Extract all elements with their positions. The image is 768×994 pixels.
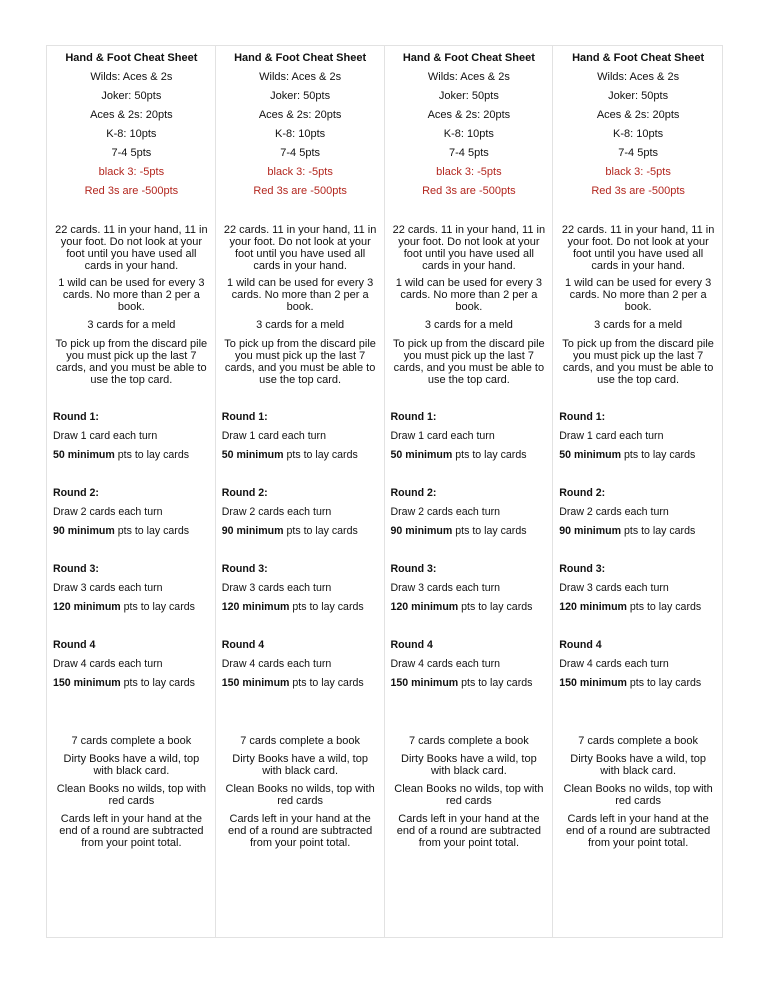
round-minimum-suffix: pts to lay cards bbox=[452, 449, 527, 461]
round-minimum-points: 90 minimum bbox=[53, 525, 115, 537]
round-draw-rule: Draw 3 cards each turn bbox=[53, 582, 163, 594]
scoring-line: 7-4 5pts bbox=[111, 147, 152, 159]
round-minimum-suffix: pts to lay cards bbox=[626, 601, 702, 613]
round-minimum-points: 90 minimum bbox=[559, 525, 622, 537]
round-minimum bbox=[391, 674, 548, 693]
rule-paragraph: 22 cards. 11 in your hand, 11 in your foot. Do not look at your foot until you have used all cards in your hand. bbox=[561, 224, 715, 272]
round-minimum bbox=[222, 522, 379, 541]
round-label bbox=[222, 636, 379, 655]
round-section bbox=[391, 484, 548, 541]
round-minimum bbox=[53, 598, 210, 617]
round-minimum bbox=[53, 674, 210, 693]
rule-paragraph: 3 cards for a meld bbox=[424, 319, 513, 331]
round-draw-rule: Draw 1 card each turn bbox=[221, 430, 326, 442]
round-minimum bbox=[559, 598, 717, 617]
round-minimum-points: 150 minimum bbox=[559, 677, 627, 689]
book-rule: Dirty Books have a wild, top with black card. bbox=[570, 753, 706, 777]
round-minimum-suffix: pts to lay cards bbox=[114, 525, 190, 537]
rule-paragraph: 1 wild can be used for every 3 cards. No more than 2 per a book. bbox=[565, 277, 712, 313]
round-label-text: Round 3: bbox=[53, 563, 99, 575]
round-minimum bbox=[559, 522, 717, 541]
round-label bbox=[53, 636, 210, 655]
round-minimum bbox=[53, 522, 210, 541]
cheat-sheet-card bbox=[553, 46, 722, 937]
round-minimum-suffix: pts to lay cards bbox=[289, 601, 364, 613]
book-rule: Dirty Books have a wild, top with black card. bbox=[232, 753, 368, 777]
round-label-text: Round 3: bbox=[390, 563, 437, 575]
round-minimum bbox=[222, 446, 379, 465]
scoring-line: Joker: 50pts bbox=[270, 90, 331, 102]
scoring-line: Red 3s are -500pts bbox=[253, 185, 347, 197]
round-draw-rule: Draw 4 cards each turn bbox=[221, 658, 332, 670]
scoring-line: Wilds: Aces & 2s bbox=[259, 71, 342, 83]
round-draw-rule: Draw 2 cards each turn bbox=[390, 506, 501, 518]
round-label-text: Round 2: bbox=[221, 487, 268, 499]
round-section bbox=[559, 636, 717, 693]
rule-paragraph: To pick up from the discard pile you must pick up the last 7 cards, and you must be able to use the top card. bbox=[224, 338, 376, 386]
round-minimum-points: 120 minimum bbox=[221, 601, 290, 613]
round-minimum bbox=[391, 446, 548, 465]
round-label bbox=[559, 636, 717, 655]
round-minimum-suffix: pts to lay cards bbox=[458, 677, 533, 689]
book-rule: Cards left in your hand at the end of a round are subtracted from your point total. bbox=[396, 813, 542, 849]
scoring-line: Aces & 2s: 20pts bbox=[90, 109, 173, 121]
round-minimum bbox=[559, 446, 717, 465]
round-draw-rule: Draw 3 cards each turn bbox=[390, 582, 501, 594]
book-rule: 7 cards complete a book bbox=[71, 735, 192, 747]
round-label bbox=[391, 636, 548, 655]
round-label-text: Round 2: bbox=[559, 487, 606, 499]
book-rule: Cards left in your hand at the end of a round are subtracted from your point total. bbox=[227, 813, 373, 849]
round-label-text: Round 3: bbox=[221, 563, 268, 575]
round-draw-rule: Draw 2 cards each turn bbox=[221, 506, 332, 518]
round-minimum-suffix: pts to lay cards bbox=[120, 677, 195, 689]
scoring-line: K-8: 10pts bbox=[443, 128, 494, 140]
round-section bbox=[391, 560, 548, 617]
round-minimum-points: 120 minimum bbox=[53, 601, 121, 613]
round-label bbox=[391, 560, 548, 579]
round-minimum-suffix: pts to lay cards bbox=[458, 601, 533, 613]
round-label-text: Round 1: bbox=[53, 411, 99, 423]
scoring-line: Aces & 2s: 20pts bbox=[258, 109, 342, 121]
round-label-text: Round 4 bbox=[390, 639, 433, 651]
round-draw-rule: Draw 4 cards each turn bbox=[53, 658, 163, 670]
rule-paragraph: To pick up from the discard pile you must pick up the last 7 cards, and you must be able to use the top card. bbox=[562, 338, 714, 386]
card-title: Hand & Foot Cheat Sheet bbox=[234, 52, 367, 64]
round-label bbox=[391, 484, 548, 503]
round-label-text: Round 1: bbox=[221, 411, 268, 423]
round-minimum-points: 90 minimum bbox=[221, 525, 284, 537]
round-label-text: Round 4 bbox=[221, 639, 265, 651]
cheat-sheet-card bbox=[216, 46, 385, 937]
round-label-text: Round 3: bbox=[559, 563, 606, 575]
round-label-text: Round 2: bbox=[390, 487, 437, 499]
scoring-line: Red 3s are -500pts bbox=[591, 185, 685, 197]
rule-paragraph: 3 cards for a meld bbox=[87, 319, 176, 331]
rule-paragraph: 3 cards for a meld bbox=[256, 319, 345, 331]
round-draw-rule: Draw 2 cards each turn bbox=[53, 506, 163, 518]
scoring-line: Joker: 50pts bbox=[101, 90, 162, 102]
round-label bbox=[53, 560, 210, 579]
scoring-line: black 3: -5pts bbox=[267, 166, 333, 178]
round-label bbox=[222, 484, 379, 503]
rule-paragraph: To pick up from the discard pile you must pick up the last 7 cards, and you must be able to use the top card. bbox=[393, 338, 545, 386]
book-rule: 7 cards complete a book bbox=[408, 735, 529, 747]
scoring-line: Wilds: Aces & 2s bbox=[427, 71, 510, 83]
book-rule: Clean Books no wilds, top with red cards bbox=[56, 783, 206, 807]
round-minimum-points: 120 minimum bbox=[559, 601, 627, 613]
cheat-sheet-card bbox=[385, 46, 554, 937]
round-draw-rule: Draw 1 card each turn bbox=[390, 430, 495, 442]
cheat-sheet-card bbox=[47, 46, 216, 937]
round-section bbox=[559, 408, 717, 465]
round-label bbox=[391, 408, 548, 427]
book-rule: Clean Books no wilds, top with red cards bbox=[225, 783, 375, 807]
card-title: Hand & Foot Cheat Sheet bbox=[65, 52, 198, 64]
scoring-line: Red 3s are -500pts bbox=[84, 185, 179, 197]
round-section bbox=[222, 408, 379, 465]
book-rule: 7 cards complete a book bbox=[240, 735, 361, 747]
round-label-text: Round 1: bbox=[559, 411, 606, 423]
round-minimum bbox=[391, 522, 548, 541]
rule-paragraph: 22 cards. 11 in your hand, 11 in your foot. Do not look at your foot until you have used all cards in your hand. bbox=[55, 224, 208, 272]
scoring-line: 7-4 5pts bbox=[280, 147, 320, 159]
round-label bbox=[53, 408, 210, 427]
rule-paragraph: 22 cards. 11 in your hand, 11 in your foot. Do not look at your foot until you have used all cards in your hand. bbox=[392, 224, 546, 272]
round-section bbox=[391, 636, 548, 693]
rule-paragraph: 1 wild can be used for every 3 cards. No more than 2 per a book. bbox=[58, 277, 205, 313]
book-rule: Cards left in your hand at the end of a round are subtracted from your point total. bbox=[59, 813, 204, 849]
round-minimum-suffix: pts to lay cards bbox=[114, 449, 190, 461]
book-rule: Dirty Books have a wild, top with black card. bbox=[63, 753, 200, 777]
round-minimum-suffix: pts to lay cards bbox=[626, 677, 702, 689]
round-draw-rule: Draw 1 card each turn bbox=[559, 430, 664, 442]
scoring-line: black 3: -5pts bbox=[98, 166, 165, 178]
scoring-line: K-8: 10pts bbox=[613, 128, 664, 140]
round-section bbox=[53, 560, 210, 617]
round-minimum-suffix: pts to lay cards bbox=[283, 449, 358, 461]
round-minimum-suffix: pts to lay cards bbox=[120, 601, 195, 613]
book-rule: Dirty Books have a wild, top with black card. bbox=[401, 753, 537, 777]
round-label bbox=[222, 408, 379, 427]
round-minimum bbox=[53, 446, 210, 465]
rule-paragraph: 1 wild can be used for every 3 cards. No more than 2 per a book. bbox=[227, 277, 374, 313]
round-minimum bbox=[222, 674, 379, 693]
card-title: Hand & Foot Cheat Sheet bbox=[402, 52, 535, 64]
round-minimum-points: 50 minimum bbox=[390, 449, 453, 461]
book-rule: 7 cards complete a book bbox=[578, 735, 699, 747]
scoring-line: black 3: -5pts bbox=[436, 166, 502, 178]
round-minimum bbox=[222, 598, 379, 617]
round-minimum bbox=[391, 598, 548, 617]
scoring-line: K-8: 10pts bbox=[106, 128, 157, 140]
round-label bbox=[559, 560, 717, 579]
round-section bbox=[559, 560, 717, 617]
round-label bbox=[559, 484, 717, 503]
cheat-sheet-page bbox=[46, 45, 723, 938]
round-draw-rule: Draw 3 cards each turn bbox=[221, 582, 332, 594]
round-section bbox=[391, 408, 548, 465]
round-label bbox=[53, 484, 210, 503]
round-label-text: Round 1: bbox=[390, 411, 437, 423]
round-draw-rule: Draw 4 cards each turn bbox=[559, 658, 669, 670]
round-label-text: Round 4 bbox=[559, 639, 602, 651]
scoring-line: Aces & 2s: 20pts bbox=[596, 109, 680, 121]
round-section bbox=[53, 408, 210, 465]
round-draw-rule: Draw 3 cards each turn bbox=[559, 582, 669, 594]
scoring-line: Wilds: Aces & 2s bbox=[597, 71, 680, 83]
book-rule: Clean Books no wilds, top with red cards bbox=[394, 783, 544, 807]
rule-paragraph: 1 wild can be used for every 3 cards. No more than 2 per a book. bbox=[395, 277, 542, 313]
scoring-line: black 3: -5pts bbox=[605, 166, 671, 178]
round-minimum-suffix: pts to lay cards bbox=[621, 449, 696, 461]
round-draw-rule: Draw 4 cards each turn bbox=[390, 658, 501, 670]
round-label bbox=[559, 408, 717, 427]
round-section bbox=[222, 636, 379, 693]
round-minimum-points: 150 minimum bbox=[221, 677, 290, 689]
round-label-text: Round 4 bbox=[53, 639, 96, 651]
book-rule: Clean Books no wilds, top with red cards bbox=[563, 783, 713, 807]
book-rule: Cards left in your hand at the end of a round are subtracted from your point total. bbox=[565, 813, 711, 849]
card-title: Hand & Foot Cheat Sheet bbox=[572, 52, 705, 64]
scoring-line: K-8: 10pts bbox=[275, 128, 326, 140]
round-section bbox=[53, 484, 210, 541]
round-section bbox=[222, 560, 379, 617]
scoring-line: Wilds: Aces & 2s bbox=[90, 71, 173, 83]
rule-paragraph: To pick up from the discard pile you must pick up the last 7 cards, and you must be able to use the top card. bbox=[55, 338, 208, 386]
round-minimum-points: 50 minimum bbox=[221, 449, 284, 461]
scoring-line: Aces & 2s: 20pts bbox=[427, 109, 511, 121]
scoring-line: Joker: 50pts bbox=[608, 90, 669, 102]
round-draw-rule: Draw 2 cards each turn bbox=[559, 506, 669, 518]
round-minimum-suffix: pts to lay cards bbox=[289, 677, 364, 689]
scoring-line: Joker: 50pts bbox=[438, 90, 499, 102]
rule-paragraph: 22 cards. 11 in your hand, 11 in your foot. Do not look at your foot until you have used all cards in your hand. bbox=[223, 224, 377, 272]
scoring-line: 7-4 5pts bbox=[449, 147, 489, 159]
round-minimum-suffix: pts to lay cards bbox=[283, 525, 358, 537]
round-minimum-points: 50 minimum bbox=[559, 449, 622, 461]
round-minimum-suffix: pts to lay cards bbox=[621, 525, 696, 537]
round-minimum-points: 50 minimum bbox=[53, 449, 115, 461]
round-label-text: Round 2: bbox=[53, 487, 99, 499]
scoring-line: 7-4 5pts bbox=[618, 147, 658, 159]
round-minimum-points: 90 minimum bbox=[390, 525, 453, 537]
scoring-line: Red 3s are -500pts bbox=[422, 185, 516, 197]
round-minimum-points: 150 minimum bbox=[53, 677, 121, 689]
round-section bbox=[559, 484, 717, 541]
round-draw-rule: Draw 1 card each turn bbox=[53, 430, 158, 442]
round-minimum-points: 150 minimum bbox=[390, 677, 459, 689]
round-minimum-points: 120 minimum bbox=[390, 601, 459, 613]
round-minimum bbox=[559, 674, 717, 693]
round-section bbox=[222, 484, 379, 541]
round-minimum-suffix: pts to lay cards bbox=[452, 525, 527, 537]
round-section bbox=[53, 636, 210, 693]
round-label bbox=[222, 560, 379, 579]
rule-paragraph: 3 cards for a meld bbox=[594, 319, 683, 331]
